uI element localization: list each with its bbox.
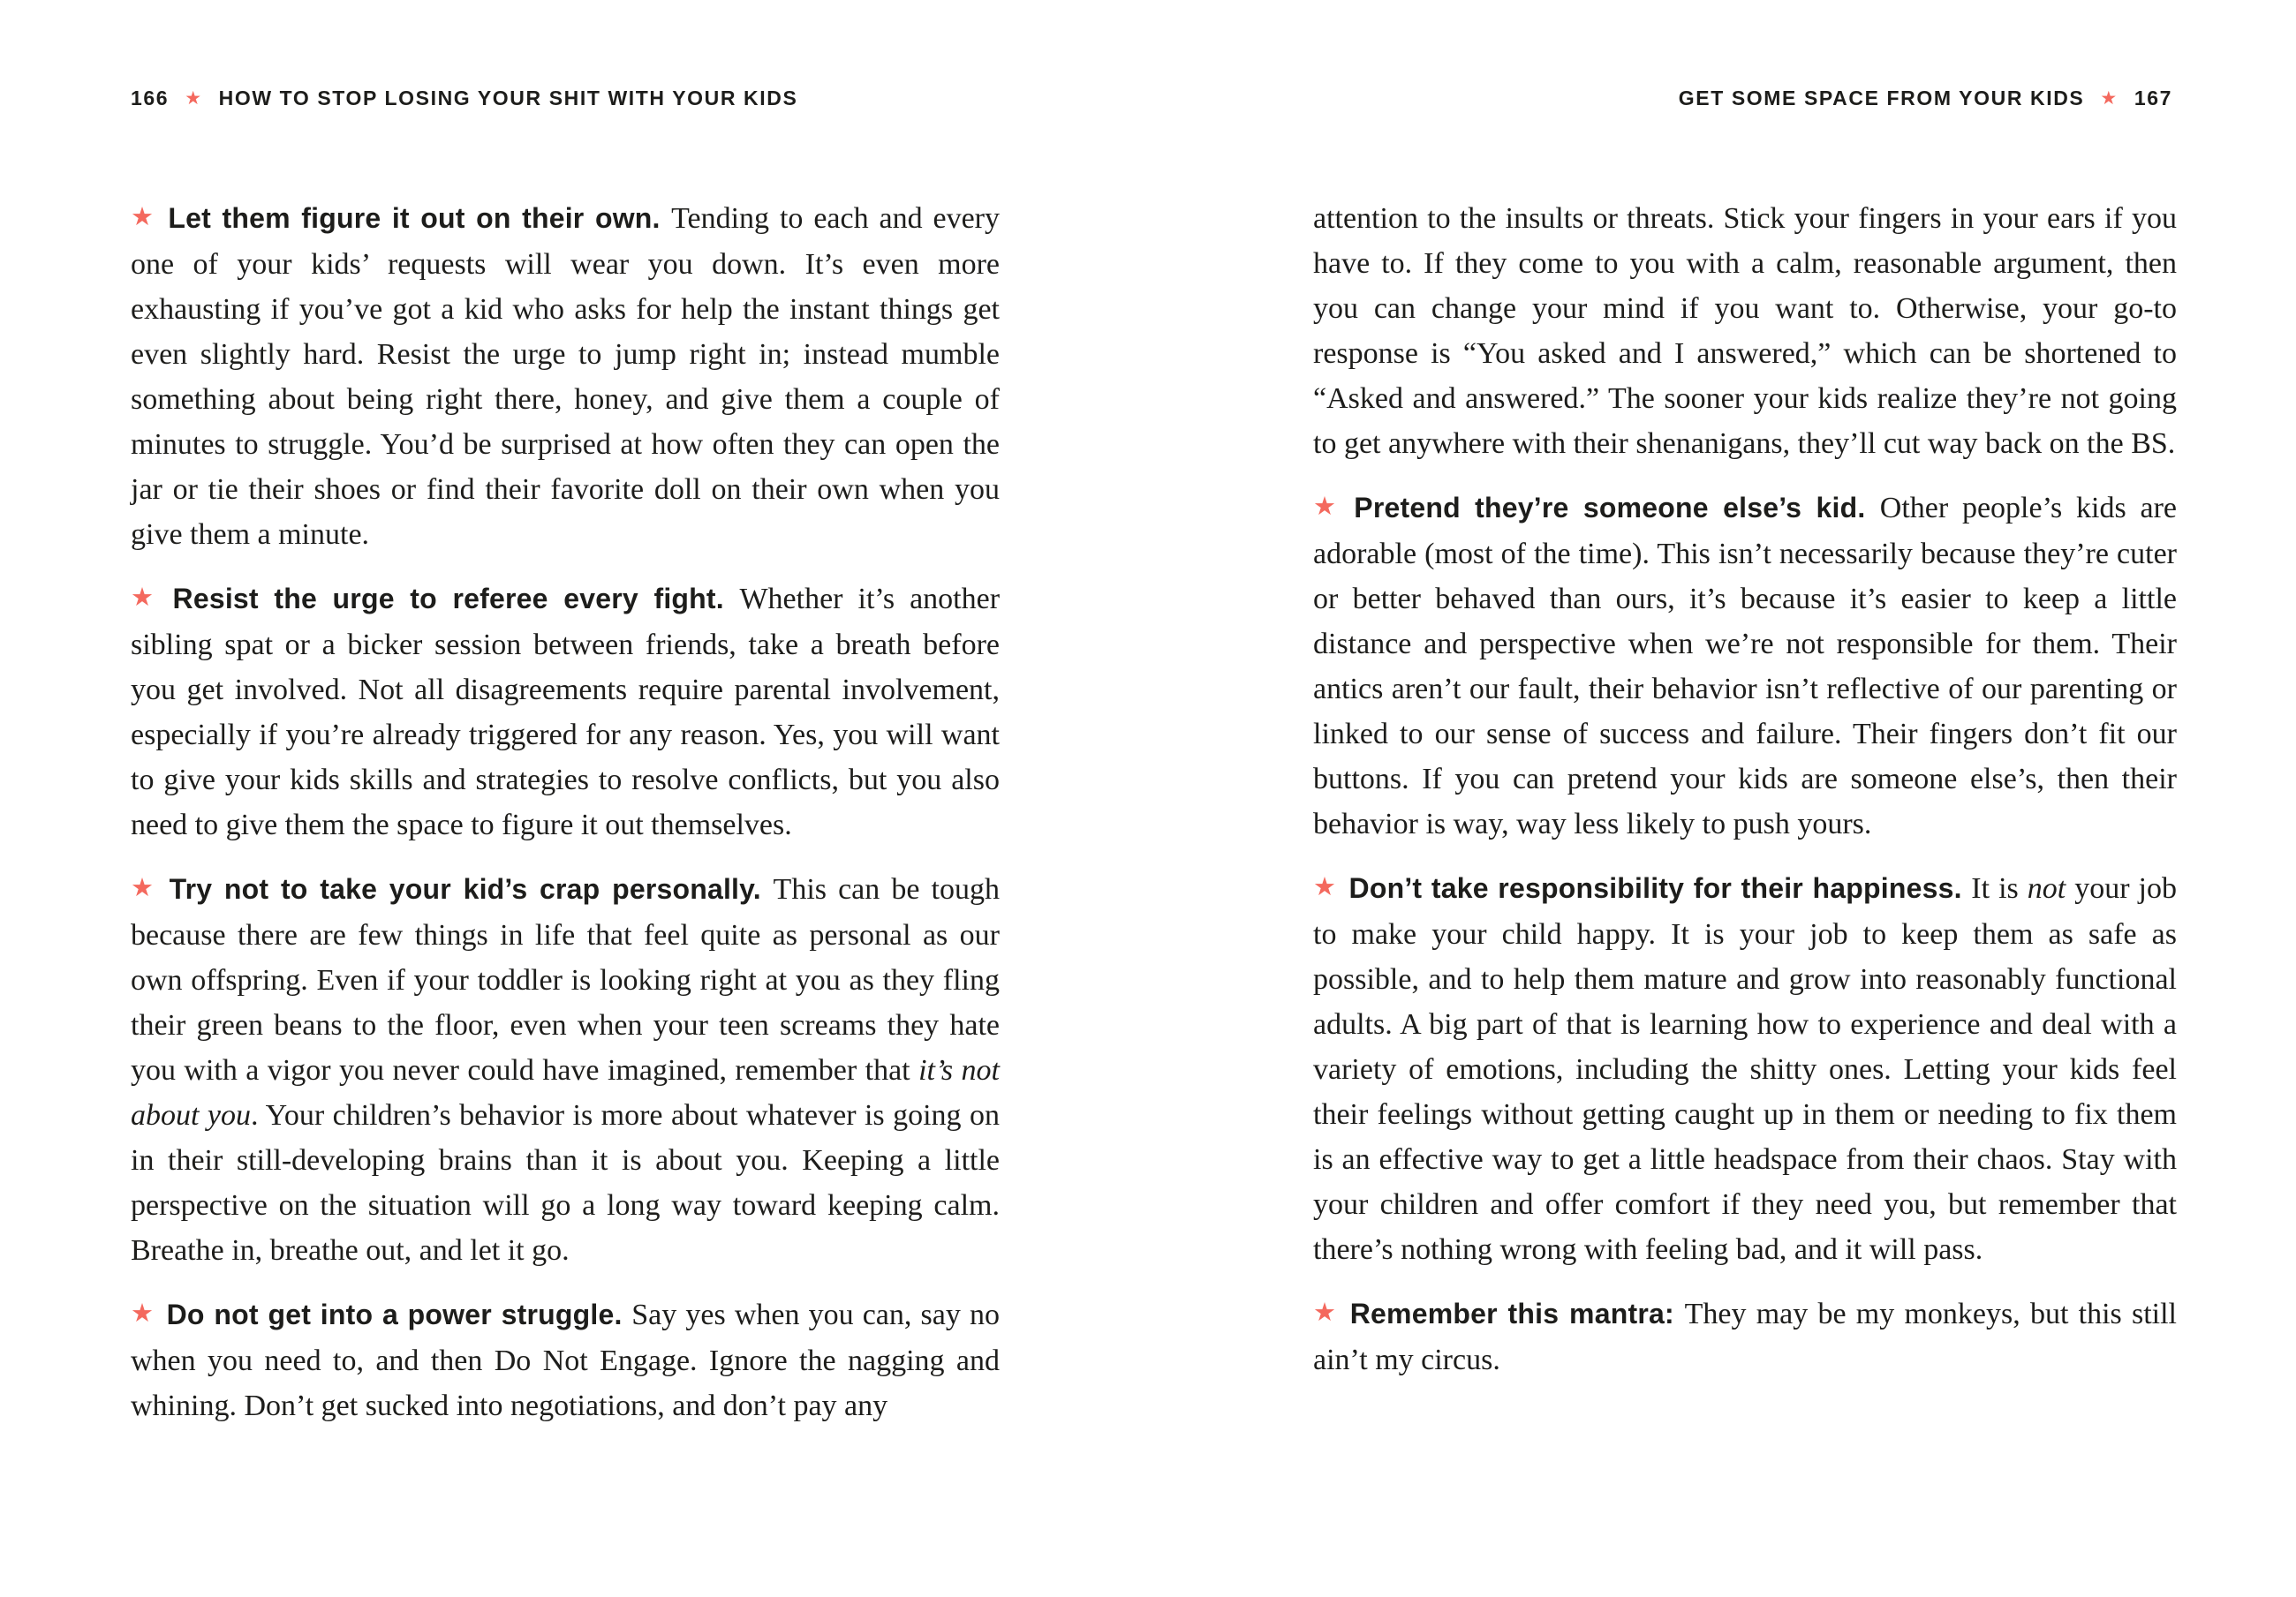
- star-icon: ★: [185, 87, 203, 109]
- bullet-lead: Don’t take responsibility for their happiness.: [1348, 872, 1972, 904]
- star-bullet-icon: ★: [1313, 871, 1338, 901]
- body-text: attention to the insults or threats. Stick your fingers in your ears if you have to. If they come to you with a calm, reasonable argument, then you can change your mind if you want to. Otherwise, your go-to response is “You asked and I answered,” which can be shortened to “Asked and answered.” The sooner your kids realize they’re not going to get anywhere with their shenanigans, they’ll cut way back on the BS.: [1313, 202, 2177, 460]
- star-bullet-icon: ★: [131, 201, 157, 231]
- star-bullet-icon: ★: [131, 582, 162, 612]
- running-head-right: [1679, 87, 2172, 110]
- bullet-paragraph: [131, 867, 1000, 1273]
- bullet-paragraph: [1313, 486, 2177, 847]
- star-bullet-icon: ★: [131, 1298, 155, 1328]
- running-head-left-title: HOW TO STOP LOSING YOUR SHIT WITH YOUR KIDS: [218, 87, 798, 109]
- left-page-text-column: [131, 196, 1000, 1428]
- bullet-paragraph: [1313, 1292, 2177, 1382]
- body-text: Other people’s kids are adorable (most of the time). This isn’t necessarily because they’re cuter or better behaved than ours, it’s because it’s easier to keep a little distance and perspective when we’re not responsible for them. Their antics aren’t our fault, their behavior isn’t reflective of our parenting or linked to our sense of success and failure. Their fingers don’t fit our buttons. If you can pretend your kids are someone else’s, then their behavior is way, way less likely to push yours.: [1313, 492, 2178, 840]
- bullet-lead: Try not to take your kid’s crap personally.: [169, 873, 774, 905]
- bullet-lead: Pretend they’re someone else’s kid.: [1354, 492, 1880, 524]
- bullet-paragraph: [1313, 866, 2177, 1272]
- bullet-paragraph: [131, 1292, 1000, 1428]
- continuation-paragraph: [1313, 196, 2177, 466]
- body-text: Say yes when you can, say no when you need to, and then Do Not Engage. Ignore the nagging and whining. Don’t get sucked into negotiations, and don’t pay any: [131, 1299, 1000, 1422]
- body-text: your job to make your child happy. It is your job to keep them as safe as possible, and to help them mature and grow into reasonably functional adults. A big part of that is learning how to experience and deal with a variety of emotions, including the shitty ones. Letting your kids feel their feelings without getting caught up in them or needing to fix them is an effective way to get a little headspace from their chaos. Stay with your children and offer comfort if they need you, but remember that there’s nothing wrong with feeling bad, and it will pass.: [1313, 872, 2177, 1266]
- page-number-right: 167: [2134, 87, 2172, 109]
- running-head-left: [131, 87, 797, 110]
- star-bullet-icon: ★: [1313, 491, 1343, 521]
- page-number-left: 166: [131, 87, 170, 109]
- bullet-lead: Remember this mantra:: [1349, 1298, 1685, 1330]
- star-bullet-icon: ★: [1313, 1297, 1339, 1327]
- running-head-right-title: GET SOME SPACE FROM YOUR KIDS: [1678, 87, 2085, 109]
- body-text: Whether it’s another sibling spat or a bicker session between friends, take a breath before you get involved. Not all disagreements require parental involvement, especially if you’re already triggered for any reason. Yes, you will want to give your kids skills and strategies to resolve conflicts, but you also need to give them the space to figure it out themselves.: [131, 583, 1001, 841]
- body-text: This can be tough because there are few things in life that feel quite as personal as our own offspring. Even if your toddler is looking right at you as they fling their green beans to the floor, even when your teen screams they hate you with a vigor you never could have imagined, remember that: [131, 873, 1000, 1087]
- right-page-text-column: [1313, 196, 2177, 1382]
- bullet-paragraph: [131, 196, 1000, 557]
- body-text: They may be my monkeys, but this still ain’t my circus.: [1313, 1298, 2178, 1376]
- bullet-lead: Let them figure it out on their own.: [168, 202, 672, 234]
- body-text: . Your children’s behavior is more about whatever is going on in their still-developing brains than it is about you. Keeping a little perspective on the situation will go a long way toward keeping calm. Breathe in, breathe out, and let it go.: [131, 1099, 1001, 1267]
- star-icon: ★: [2100, 87, 2119, 109]
- bullet-paragraph: [131, 576, 1000, 847]
- star-bullet-icon: ★: [131, 872, 158, 902]
- italic-text: it’s not about you: [131, 1054, 1001, 1132]
- bullet-lead: Resist the urge to referee every fight.: [172, 583, 740, 614]
- body-text: Tending to each and every one of your kids’ requests will wear you down. It’s even more exhausting if you’ve got a kid who asks for help the instant things get even slightly hard. Resist the urge to jump right in; instead mumble something about being right there, honey, and give them a couple of minutes to struggle. You’d be surprised at how often they can open the jar or tie their shoes or find their favorite doll on their own when you give them a minute.: [131, 202, 1000, 551]
- body-text: It is: [1971, 872, 2028, 905]
- italic-text: not: [2027, 872, 2066, 905]
- bullet-lead: Do not get into a power struggle.: [166, 1299, 632, 1330]
